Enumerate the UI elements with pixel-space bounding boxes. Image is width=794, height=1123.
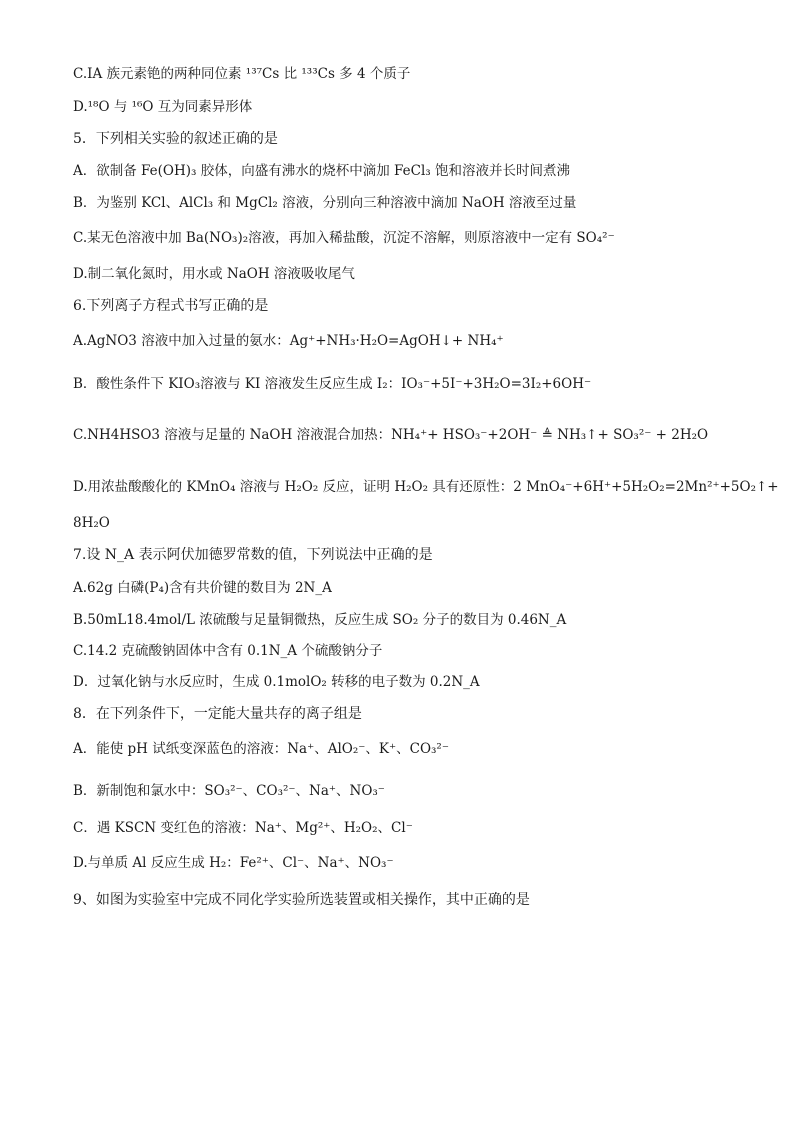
q6-option-d-continued: 8H₂O — [73, 515, 110, 531]
q5-option-d: D.制二氧化氮时，用水或 NaOH 溶液吸收尾气 — [73, 266, 355, 282]
q6-option-a: A.AgNO3 溶液中加入过量的氨水：Ag⁺+NH₃·H₂O=AgOH↓+ NH₄⁺ — [73, 333, 504, 349]
q7-stem: 7.设 N_A 表示阿伏加德罗常数的值，下列说法中正确的是 — [73, 547, 433, 563]
q9-stem: 9、如图为实验室中完成不同化学实验所选装置或相关操作，其中正确的是 — [73, 892, 530, 908]
q8-stem: 8．在下列条件下，一定能大量共存的离子组是 — [73, 706, 362, 722]
q6-option-b: B．酸性条件下 KIO₃溶液与 KI 溶液发生反应生成 I₂：IO₃⁻+5I⁻+3H₂O=3I₂+6OH⁻ — [73, 376, 592, 392]
q6-option-d: D.用浓盐酸酸化的 KMnO₄ 溶液与 H₂O₂ 反应，证明 H₂O₂ 具有还原性：2 MnO₄⁻+6H⁺+5H₂O₂=2Mn²⁺+5O₂↑+ — [73, 479, 779, 495]
q8-option-a: A．能使 pH 试纸变深蓝色的溶液：Na⁺、AlO₂⁻、K⁺、CO₃²⁻ — [73, 741, 449, 757]
q6-stem: 6.下列离子方程式书写正确的是 — [73, 298, 269, 314]
q5-option-a: A．欲制备 Fe(OH)₃ 胶体，向盛有沸水的烧杯中滴加 FeCl₃ 饱和溶液并长时间煮沸 — [73, 163, 570, 179]
q7-option-c: C.14.2 克硫酸钠固体中含有 0.1N_A 个硫酸钠分子 — [73, 643, 383, 659]
q5-option-b: B．为鉴别 KCl、AlCl₃ 和 MgCl₂ 溶液，分别向三种溶液中滴加 NaOH 溶液至过量 — [73, 195, 577, 211]
q7-option-b: B.50mL18.4mol/L 浓硫酸与足量铜微热，反应生成 SO₂ 分子的数目为 0.46N_A — [73, 612, 567, 628]
q7-option-a: A.62g 白磷(P₄)含有共价键的数目为 2N_A — [73, 580, 332, 596]
q8-option-b: B．新制饱和氯水中：SO₃²⁻、CO₃²⁻、Na⁺、NO₃⁻ — [73, 783, 385, 799]
q4-option-d: D.¹⁸O 与 ¹⁶O 互为同素异形体 — [73, 99, 253, 115]
q6-option-c: C.NH4HSO3 溶液与足量的 NaOH 溶液混合加热：NH₄⁺+ HSO₃⁻+2OH⁻ ≜ NH₃↑+ SO₃²⁻ + 2H₂O — [73, 427, 709, 443]
q5-option-c: C.某无色溶液中加 Ba(NO₃)₂溶液，再加入稀盐酸，沉淀不溶解，则原溶液中一定有 SO₄²⁻ — [73, 230, 615, 246]
q8-option-d: D.与单质 Al 反应生成 H₂：Fe²⁺、Cl⁻、Na⁺、NO₃⁻ — [73, 855, 394, 871]
q7-option-d: D．过氧化钠与水反应时，生成 0.1molO₂ 转移的电子数为 0.2N_A — [73, 674, 480, 690]
q5-stem: 5．下列相关实验的叙述正确的是 — [73, 131, 278, 147]
q4-option-c: C.IA 族元素铯的两种同位素 ¹³⁷Cs 比 ¹³³Cs 多 4 个质子 — [73, 66, 411, 82]
q8-option-c: C．遇 KSCN 变红色的溶液：Na⁺、Mg²⁺、H₂O₂、Cl⁻ — [73, 820, 413, 836]
